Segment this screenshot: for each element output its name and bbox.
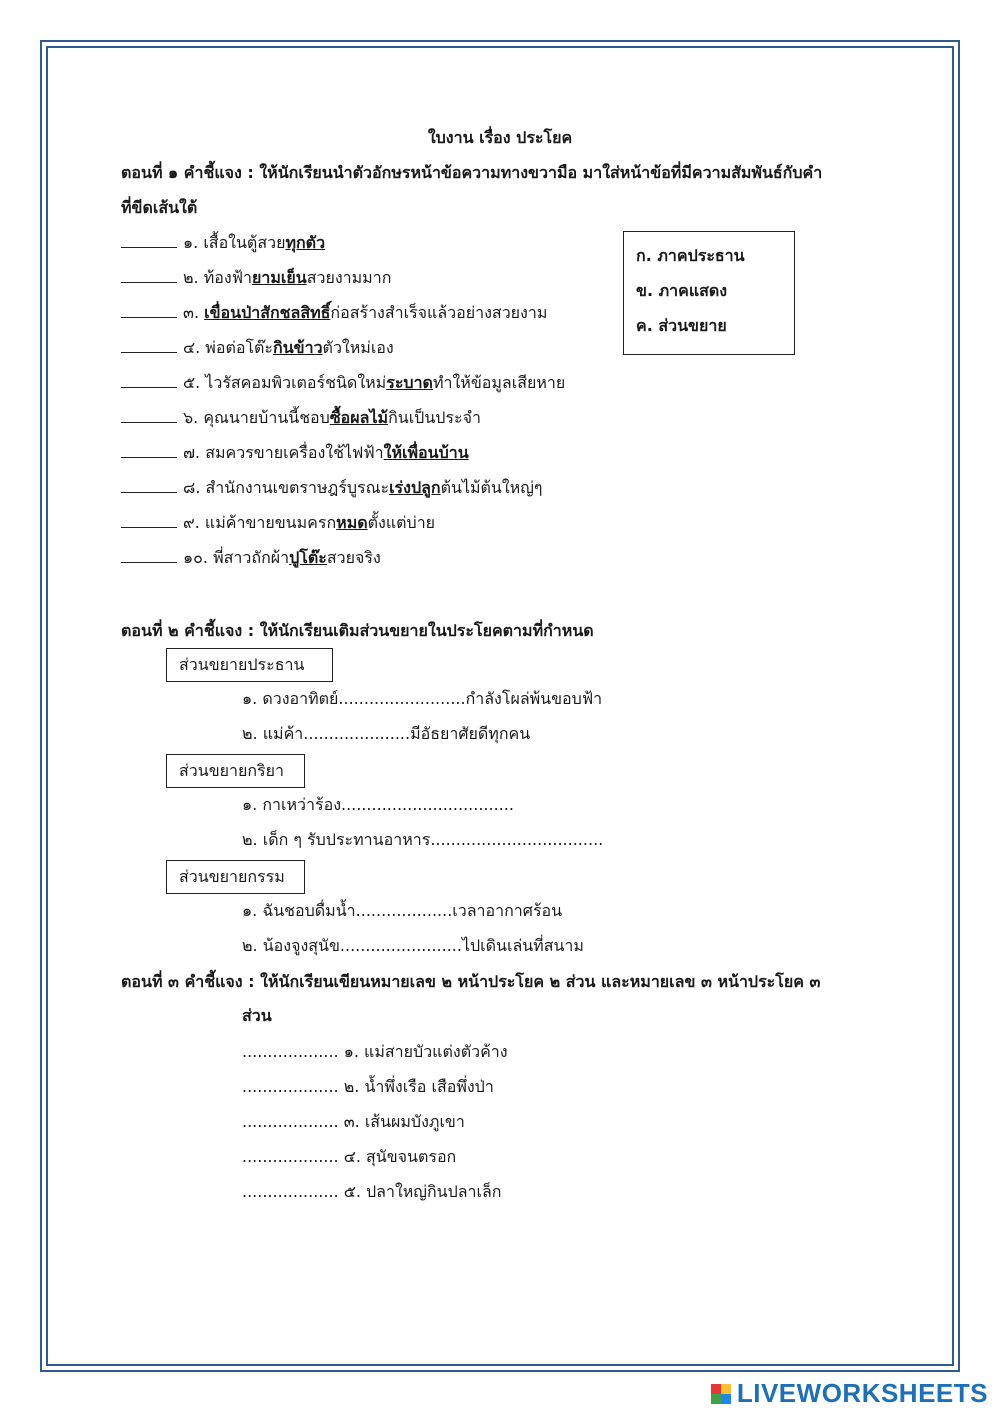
answer-blank[interactable] xyxy=(121,513,177,528)
part3-instruction: ตอนที่ ๓ คำชี้แจง : ให้นักเรียนเขียนหมายเลข ๒ หน้าประโยค ๒ ส่วน และหมายเลข ๓ หน้าประโยค ๓ xyxy=(121,972,821,991)
object-modifier-label: ส่วนขยายกรรม xyxy=(166,860,305,894)
liveworksheets-logo-icon xyxy=(711,1384,731,1404)
worksheet-title: ใบงาน เรื่อง ประโยค xyxy=(427,128,573,147)
part2-item[interactable]: ๒. เด็ก ๆ รับประทานอาหาร.................................. xyxy=(242,830,604,849)
item-text-rest: ตั้งแต่บ่าย xyxy=(367,513,436,532)
part1-item xyxy=(121,233,325,253)
item-text: ๕. ไวรัสคอมพิวเตอร์ชนิดใหม่ xyxy=(183,373,387,392)
item-text: ๑๐. พี่สาวถักผ้า xyxy=(183,548,290,567)
item-text-rest: ตัวใหม่เอง xyxy=(322,338,394,357)
part1-item xyxy=(121,513,435,533)
item-text-rest: สวยจริง xyxy=(326,548,381,567)
part1-instruction-cont: ที่ขีดเส้นใต้ xyxy=(121,198,198,217)
part1-item xyxy=(121,303,547,323)
item-text: ๖. คุณนายบ้านนี้ชอบ xyxy=(183,408,330,427)
underlined-keyword: เร่งปลูก xyxy=(389,478,441,497)
item-text: ๓. xyxy=(183,303,205,322)
part2-item[interactable]: ๒. แม่ค้า.....................มีอัธยาศัยดีทุกคน xyxy=(242,724,531,743)
part1-item xyxy=(121,408,481,428)
item-text: ๙. แม่ค้าขายขนมครก xyxy=(183,513,337,532)
underlined-keyword: ยามเย็น xyxy=(252,268,307,287)
choice-subject: ก. ภาคประธาน xyxy=(636,246,745,265)
underlined-keyword: กินข้าว xyxy=(273,338,323,357)
answer-blank[interactable] xyxy=(121,338,177,353)
part3-item[interactable]: ................... ๑. แม่สายบัวแต่งตัวค้าง xyxy=(242,1042,508,1061)
item-text: ๒. ท้องฟ้า xyxy=(183,268,252,287)
answer-blank[interactable] xyxy=(121,443,177,458)
choice-modifier: ค. ส่วนขยาย xyxy=(636,316,727,335)
answer-blank[interactable] xyxy=(121,478,177,493)
underlined-keyword: เขื่อนป่าสักชลสิทธิ์ xyxy=(204,303,331,322)
answer-blank[interactable] xyxy=(121,373,177,388)
answer-blank[interactable] xyxy=(121,268,177,283)
item-text-rest: ทำให้ข้อมูลเสียหาย xyxy=(432,373,566,392)
part1-item xyxy=(121,268,391,288)
subject-modifier-label: ส่วนขยายประธาน xyxy=(166,648,333,682)
item-text-rest: ก่อสร้างสำเร็จแล้วอย่างสวยงาม xyxy=(330,303,548,322)
part3-item[interactable]: ................... ๔. สุนัขจนตรอก xyxy=(242,1147,457,1166)
underlined-keyword: ทุกตัว xyxy=(285,233,326,252)
underlined-keyword: ซื้อผลไม้ xyxy=(329,408,389,427)
part1-item xyxy=(121,373,565,393)
underlined-keyword: ระบาด xyxy=(386,373,433,392)
brand-logo[interactable] xyxy=(711,1378,988,1409)
part3-item[interactable]: ................... ๓. เส้นผมบังภูเขา xyxy=(242,1112,465,1131)
item-text: ๑. เสื้อในตู้สวย xyxy=(183,233,286,252)
item-text-rest: สวยงามมาก xyxy=(306,268,392,287)
part3-instruction-cont: ส่วน xyxy=(242,1006,272,1025)
answer-blank[interactable] xyxy=(121,303,177,318)
part2-item[interactable]: ๑. ดวงอาทิตย์.........................กำลังโผล่พ้นขอบฟ้า xyxy=(242,689,603,708)
item-text: ๘. สำนักงานเขตราษฎร์บูรณะ xyxy=(183,478,390,497)
part1-item xyxy=(121,478,542,498)
choice-predicate: ข. ภาคแสดง xyxy=(636,281,728,300)
answer-blank[interactable] xyxy=(121,408,177,423)
part2-item[interactable]: ๑. กาเหว่าร้อง.................................. xyxy=(242,795,514,814)
part3-item[interactable]: ................... ๕. ปลาใหญ่กินปลาเล็ก xyxy=(242,1182,502,1201)
item-text: ๗. สมควรขายเครื่องใช้ไฟฟ้า xyxy=(183,443,384,462)
underlined-keyword: หมด xyxy=(336,513,368,532)
brand-name: LIVEWORKSHEETS xyxy=(736,1378,988,1408)
answer-choices-box xyxy=(623,231,795,355)
answer-blank[interactable] xyxy=(121,548,177,563)
part2-item[interactable]: ๒. น้องจูงสุนัข........................ไปเดินเล่นที่สนาม xyxy=(242,936,584,955)
item-text-rest: กินเป็นประจำ xyxy=(388,408,481,427)
underlined-keyword: ปูโต๊ะ xyxy=(289,548,327,567)
part3-item[interactable]: ................... ๒. น้ำพึ่งเรือ เสือพึ่งป่า xyxy=(242,1077,494,1096)
answer-blank[interactable] xyxy=(121,233,177,248)
part1-item xyxy=(121,548,381,568)
item-text: ๔. พ่อต่อโต๊ะ xyxy=(183,338,274,357)
part2-item[interactable]: ๑. ฉันชอบดื่มน้ำ...................เวลาอากาศร้อน xyxy=(242,901,563,920)
part1-item xyxy=(121,338,394,358)
part2-instruction: ตอนที่ ๒ คำชี้แจง : ให้นักเรียนเติมส่วนขยายในประโยคตามที่กำหนด xyxy=(121,621,594,640)
part1-item xyxy=(121,443,469,463)
verb-modifier-label: ส่วนขยายกริยา xyxy=(166,754,305,788)
item-text-rest: ต้นไม้ต้นใหญ่ๆ xyxy=(440,478,543,497)
underlined-keyword: ให้เพื่อนบ้าน xyxy=(383,443,469,462)
part1-instruction: ตอนที่ ๑ คำชี้แจง : ให้นักเรียนนำตัวอักษรหน้าข้อความทางขวามือ มาใส่หน้าข้อที่มีความสัมพันธ์กับคำ xyxy=(121,163,823,182)
